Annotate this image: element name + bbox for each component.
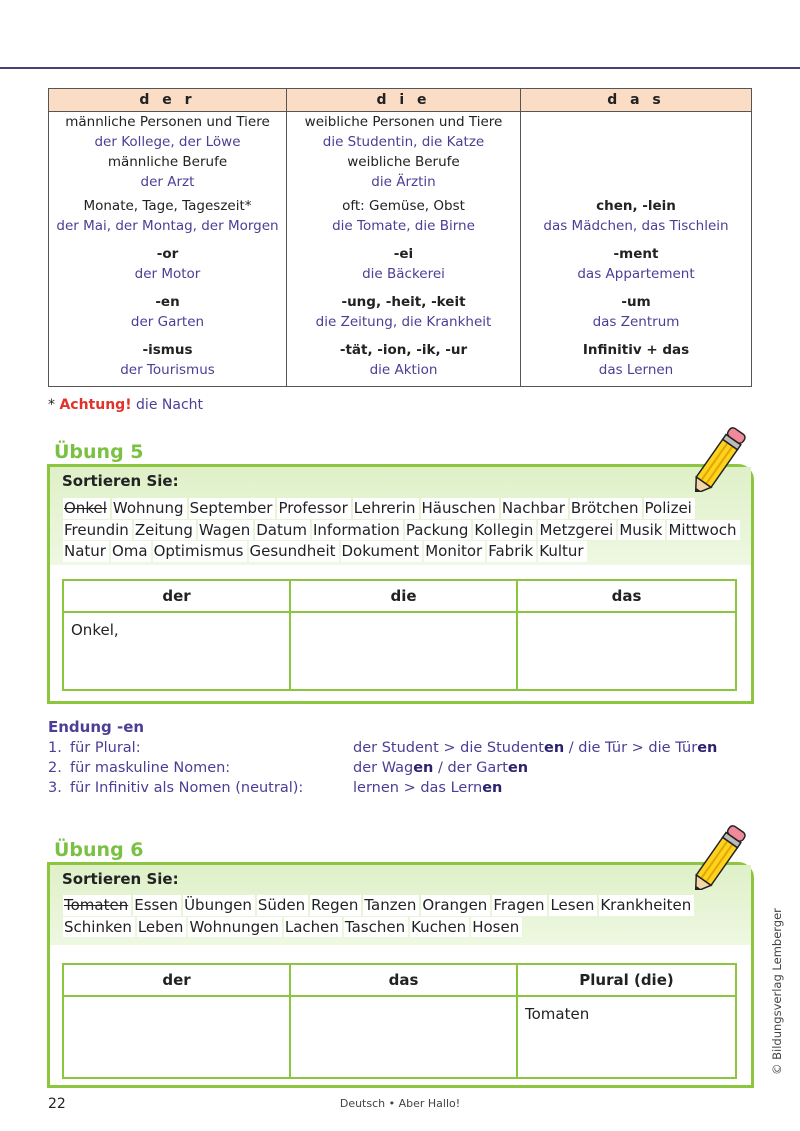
- page-number: 22: [48, 1096, 66, 1112]
- warning-label: Achtung!: [59, 397, 132, 413]
- ending-text: / die Tür > die Tür: [564, 740, 698, 756]
- exercise-5-instruction: Sortieren Sie:: [62, 472, 179, 490]
- exercise-5-words: [63, 498, 743, 563]
- ending-text: der Wag: [353, 760, 414, 776]
- ex5-word: September: [189, 498, 276, 519]
- cell-die-food: oft: Gemüse, Obst die Tomate, die Birne: [287, 196, 521, 244]
- cell-der-persons: männliche Personen und Tiere der Kollege, der Löwe männliche Berufe der Arzt: [49, 112, 287, 197]
- ending-en-section: [48, 718, 748, 800]
- pencil-icon: [686, 818, 758, 890]
- cell-das-empty: [521, 112, 752, 197]
- ex6-word: Süden: [257, 895, 308, 916]
- ex6-word: Lachen: [284, 917, 342, 938]
- exercise-6-instruction: Sortieren Sie:: [62, 870, 179, 888]
- ex5-word: Gesundheit: [249, 541, 339, 562]
- ex6-word: Schinken: [63, 917, 135, 938]
- ex5-col-das: das: [517, 580, 736, 612]
- ex6-word: Fragen: [492, 895, 547, 916]
- ending-highlight: en: [482, 780, 503, 796]
- cell-die-taet: -tät, -ion, -ik, -ur die Aktion: [287, 340, 521, 387]
- ex5-word: Musik: [618, 520, 665, 541]
- ex6-word: Wohnungen: [188, 917, 281, 938]
- ex6-answer-plural[interactable]: Tomaten: [517, 996, 736, 1078]
- col-header-die: d i e: [287, 89, 521, 112]
- ex6-word: Hosen: [471, 917, 522, 938]
- ex6-col-der: der: [63, 964, 290, 996]
- ex5-word: Datum: [255, 520, 310, 541]
- col-header-das: d a s: [521, 89, 752, 112]
- ending-text: der Student > die Student: [353, 740, 544, 756]
- ex5-word: Häuschen: [421, 498, 499, 519]
- pencil-icon: [686, 420, 758, 492]
- ending-text: lernen > das Lern: [353, 780, 483, 796]
- cell-der-or: -or der Motor: [49, 244, 287, 292]
- ex5-col-der: der: [63, 580, 290, 612]
- ending-en-item: [48, 740, 748, 760]
- ex6-word: Regen: [310, 895, 361, 916]
- article-rules-table: [48, 88, 752, 387]
- ending-highlight: en: [697, 740, 718, 756]
- cell-der-ismus: -ismus der Tourismus: [49, 340, 287, 387]
- ex5-word: Polizei: [644, 498, 695, 519]
- ex5-word: Kultur: [538, 541, 586, 562]
- ending-en-number: 3.: [48, 780, 62, 796]
- cell-das-ment: -ment das Appartement: [521, 244, 752, 292]
- ending-text: / der Gart: [433, 760, 508, 776]
- exercise-5-box: [47, 464, 754, 704]
- footnote: * Achtung! die Nacht: [48, 397, 203, 413]
- exercise-6-words: [63, 895, 743, 938]
- ex5-word: Nachbar: [501, 498, 568, 519]
- cell-die-ung: -ung, -heit, -keit die Zeitung, die Krankheit: [287, 292, 521, 340]
- ex5-word: Packung: [405, 520, 472, 541]
- ex5-word: Information: [312, 520, 403, 541]
- ex6-answer-das[interactable]: [290, 996, 517, 1078]
- ex5-word: Professor: [277, 498, 350, 519]
- ex5-word: Optimismus: [153, 541, 247, 562]
- ex5-col-die: die: [290, 580, 517, 612]
- ending-highlight: en: [507, 760, 529, 776]
- exercise-5-table: [62, 579, 737, 691]
- ex6-word: Tanzen: [363, 895, 419, 916]
- ending-en-number: 2.: [48, 760, 62, 776]
- ex6-word: Übungen: [183, 895, 255, 916]
- ex6-answer-der[interactable]: [63, 996, 290, 1078]
- ending-en-item: [48, 780, 748, 800]
- ending-highlight: en: [413, 760, 434, 776]
- ex6-word: Essen: [133, 895, 181, 916]
- ex6-col-das: das: [290, 964, 517, 996]
- ex5-word: Brötchen: [570, 498, 642, 519]
- ex6-word: Krankheiten: [599, 895, 694, 916]
- top-rule: [0, 67, 800, 69]
- ending-en-label: für maskuline Nomen:: [70, 760, 231, 776]
- ex5-word: Wagen: [198, 520, 253, 541]
- ending-en-label: für Plural:: [70, 740, 141, 756]
- cell-die-persons: weibliche Personen und Tiere die Studentin, die Katze weibliche Berufe die Ärztin: [287, 112, 521, 197]
- ex5-answer-das[interactable]: [517, 612, 736, 690]
- ex5-word: Lehrerin: [353, 498, 419, 519]
- ex5-word: Onkel: [63, 498, 110, 519]
- exercise-5-title: Übung 5: [54, 441, 144, 463]
- ending-en-heading: Endung -en: [48, 718, 145, 736]
- ending-en-example: [353, 740, 717, 756]
- col-header-der: d e r: [49, 89, 287, 112]
- cell-die-ei: -ei die Bäckerei: [287, 244, 521, 292]
- footer-title: Deutsch • Aber Hallo!: [339, 1097, 461, 1110]
- ex6-word: Taschen: [344, 917, 408, 938]
- cell-das-um: -um das Zentrum: [521, 292, 752, 340]
- ex6-col-plural: Plural (die): [517, 964, 736, 996]
- ex5-word: Metzgerei: [538, 520, 616, 541]
- ex5-word: Kollegin: [473, 520, 536, 541]
- cell-das-infinitiv: Infinitiv + das das Lernen: [521, 340, 752, 387]
- ending-en-number: 1.: [48, 740, 62, 756]
- ex6-word: Leben: [137, 917, 187, 938]
- ex5-word: Mittwoch: [667, 520, 739, 541]
- ex6-word: Orangen: [421, 895, 490, 916]
- copyright-vertical: © Bildungsverlag Lemberger: [770, 908, 784, 1075]
- exercise-6-title: Übung 6: [54, 839, 144, 861]
- ex5-answer-der[interactable]: Onkel,: [63, 612, 290, 690]
- ending-highlight: en: [544, 740, 565, 756]
- ending-en-label: für Infinitiv als Nomen (neutral):: [70, 780, 304, 796]
- ex6-word: Lesen: [549, 895, 597, 916]
- cell-der-time: Monate, Tage, Tageszeit* der Mai, der Montag, der Morgen: [49, 196, 287, 244]
- ex5-word: Oma: [111, 541, 151, 562]
- ending-en-example: [353, 760, 528, 776]
- ex5-word: Zeitung: [134, 520, 196, 541]
- ex5-word: Dokument: [341, 541, 423, 562]
- exercise-6-table: [62, 963, 737, 1079]
- ex5-word: Monitor: [424, 541, 485, 562]
- ending-en-item: [48, 760, 748, 780]
- ex6-word: Tomaten: [63, 895, 131, 916]
- exercise-6-box: [47, 862, 754, 1088]
- ending-en-example: [353, 780, 502, 796]
- cell-das-diminutive: chen, -lein das Mädchen, das Tischlein: [521, 196, 752, 244]
- ex5-answer-die[interactable]: [290, 612, 517, 690]
- ex5-word: Freundin: [63, 520, 132, 541]
- ex6-word: Kuchen: [410, 917, 469, 938]
- ex5-word: Wohnung: [112, 498, 187, 519]
- ex5-word: Fabrik: [487, 541, 536, 562]
- ex5-word: Natur: [63, 541, 109, 562]
- cell-der-en: -en der Garten: [49, 292, 287, 340]
